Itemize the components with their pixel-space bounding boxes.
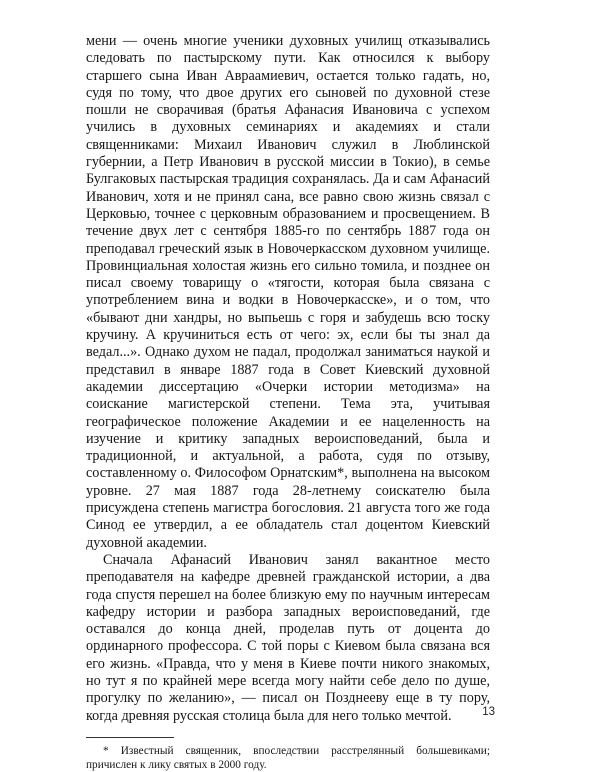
footnote: * Известный священник, впоследствии расстрелянный большевиками; причислен к лику святых в 2000 году. [86, 744, 490, 771]
page-number: 13 [482, 706, 495, 718]
body-text [86, 33, 490, 725]
body-paragraph-2: Сначала Афанасий Иванович занял вакантное место преподавателя на кафедре древней гражданской истории, а два года спустя перешел на более близкую ему по научным интересам кафедру истории и разбора западных вероисповеданий, где оставался до конца дней, проделав путь от доцента до ординарного профессора. С той поры с Киевом была связана вся его жизнь. «Правда, что у меня в Киеве почти никого знакомых, но тут я по крайней мере всегда могу найти себе дело по душе, прогулку по желанию», — писал он Позднееву еще в ту пору, когда древняя русская столица была для него только мечтой. [86, 551, 490, 724]
footnote-separator [86, 737, 174, 738]
page-content [86, 33, 490, 772]
body-paragraph-1: мени — очень многие ученики духовных училищ отказывались следовать по пастырскому пути. Как относился к выбору старшего сына Иван Авраамиевич, остается только гадать, но, судя по тому, что двое других его сыновей по духовной стезе пошли не сворачивая (братья Афанасия Ивановича с успехом учились в духовных семинариях и академиях и стали священниками: Михаил Иванович служил в Люблинской губернии, а Петр Иванович в русской миссии в Токио), в семье Булгаковых пастырская традиция сохранялась. Да и сам Афанасий Иванович, хотя и не принял сана, все равно свою жизнь связал с Церковью, точнее с церковным образованием и просвещением. В течение двух лет с сентября 1885-го по сентябрь 1887 года он преподавал греческий язык в Новочеркасском духовном училище. Провинциальная холостая жизнь его сильно томила, и позднее он писал своему товарищу о «тягости, которая была связана с употреблением вина и водки в Новочеркасске», и о том, что «бывают дни хандры, но выпьешь с горя и забудешь всю тоску кручину. А кручиниться есть от чего: эх, если бы ты знал да ведал...». Однако духом не падал, продолжал заниматься наукой и представил в январе 1887 года в Совет Киевский духовной академии диссертацию «Очерки истории методизма» на соискание магистерской степени. Тема эта, учитывая географическое положение Академии и ее нацеленность на изучение и критику западных вероисповеданий, была и традиционной, и актуальной, а работа, судя по отзыву, составленному о. Философом Орнатским*, выполнена на высоком уровне. 27 мая 1887 года 28-летнему соискателю была присуждена степень магистра богословия. 21 августа того же года Синод ее утвердил, а ее обладатель стал доцентом Киевский духовной академии. [86, 33, 490, 551]
